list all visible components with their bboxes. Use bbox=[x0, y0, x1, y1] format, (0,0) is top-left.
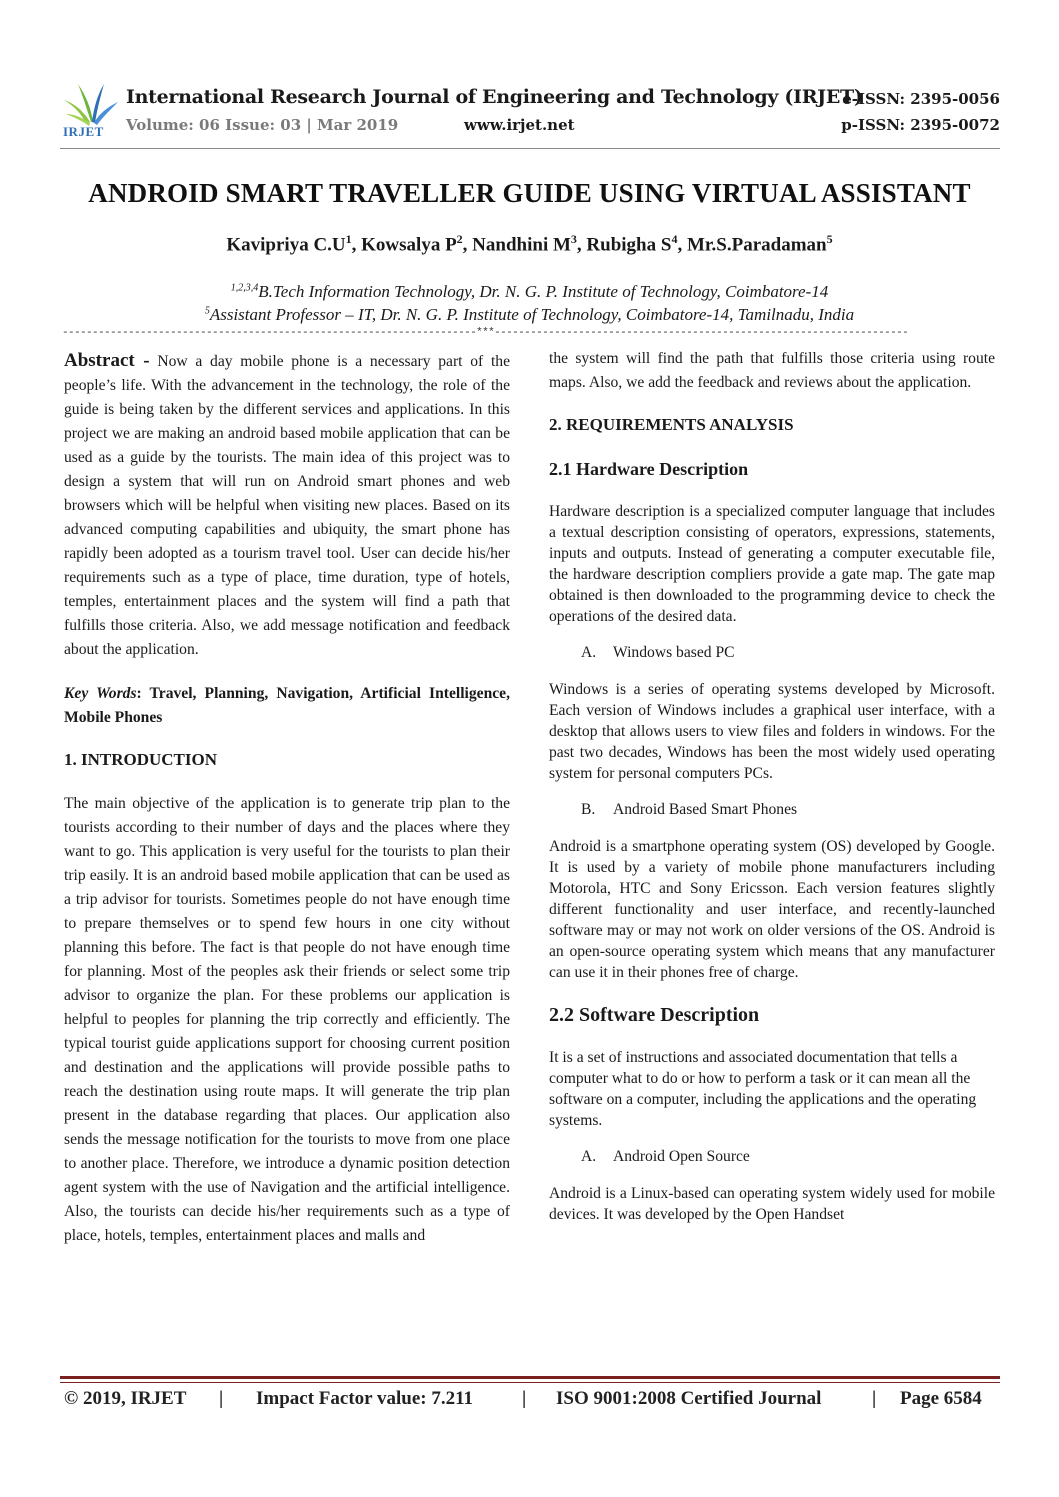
subheading-android-phones bbox=[581, 798, 995, 822]
subheading-text: Android Open Source bbox=[613, 1148, 750, 1165]
footer-rule bbox=[60, 1376, 1000, 1379]
author-name: Kavipriya C.U bbox=[226, 234, 346, 256]
author-list: Kavipriya $C.U^1$, Kowsalya $P^2$, Nandhini $M^3$, Rubigha $S^4$, Mr.S.Paradaman$^5$ bbox=[226, 232, 833, 256]
introduction-text: The main objective of the application is to generate trip plan to the tourists according to their number of days and the places where they want to go. This application is very useful for the tourists to plan their trip easily. It is an android based mobile application that can be used as a trip advisor for tourists. Sometimes people do not have enough time to prepare themselves or to spend few hours in one city without planning this before. The fact is that people do not have enough time for planning. Most of the peoples ask their friends or select some trip advisor to organize the plan. For these problems our application is helpful to peoples for planning the trip correctly and efficiently. The typical tourist guide applications support for choosing current position and destination and the applications will provide possible paths to reach the destination using route maps. It will generate the trip plan present in the database regarding that places. Our application also sends the message notification for the tourists to move from one place to another place. Therefore, we introduce a dynamic position detection agent system with the use of Navigation and the artificial intelligence. Also, the tourists can decide his/her requirements such as a type of place, hotels, temples, entertainment places and malls and bbox=[64, 795, 510, 1244]
author-name: Mr.S.Paradaman bbox=[686, 234, 827, 256]
author-sup: 3 bbox=[570, 232, 577, 246]
header-divider bbox=[60, 148, 1000, 149]
author-sup: 5 bbox=[826, 232, 833, 246]
abstract-text: Now a day mobile phone is a necessary part of the people’s life. With the advancement in the technology, the role of the guide is being taken by the different services and applications. In this project we are making an android based mobile application that can be used as a guide by the tourists. The main idea of this project was to design a system that will run on Android smart phones and web browsers which will be helpful when visiting new places. Based on its advanced computing capabilities and ubiquity, the smart phone has rapidly been adopted as a tourism travel tool. User can decide his/her requirements such as a type of place, time duration, type of hotels, temples, entertainment places and the system will find a path that fulfills those criteria. Also, we add message notification and feedback about the application. bbox=[64, 353, 510, 658]
keywords-label: Key Words bbox=[64, 685, 137, 702]
keywords-text: Travel, Planning, Navigation, Artificial Intelligence, Mobile Phones bbox=[64, 685, 510, 726]
section-separator: ---------------------------------------------------------------------***--------------------------------------------------------------------- bbox=[62, 327, 909, 339]
logo-text: IRJET bbox=[63, 124, 104, 139]
footer-page-number: Page 6584 bbox=[900, 1388, 982, 1409]
software-text: It is a set of instructions and associated documentation that tells a computer what to do or how to perform a task or it can mean all the software on a computer, including the applications and the operating systems. bbox=[549, 1049, 977, 1129]
author-sup: 2 bbox=[456, 232, 463, 246]
author-name: Rubigha S bbox=[586, 234, 672, 256]
section-heading-introduction: 1. INTRODUCTION bbox=[64, 750, 218, 769]
continued-text: the system will find the path that fulfills those criteria using route maps. Also, we add the feedback and reviews about the application. bbox=[549, 350, 995, 391]
left-column bbox=[64, 349, 510, 1248]
abstract bbox=[64, 349, 510, 662]
author-name: Kowsalya P bbox=[361, 234, 457, 256]
footer-separator: | bbox=[219, 1388, 224, 1409]
paper-title: ANDROID SMART TRAVELLER GUIDE USING VIRTUAL ASSISTANT bbox=[88, 178, 971, 208]
subheading-text: Windows based PC bbox=[613, 644, 735, 661]
right-column bbox=[549, 347, 995, 1225]
keywords bbox=[64, 682, 510, 730]
subheading-windows bbox=[581, 641, 995, 665]
volume-issue: Volume: 06 Issue: 03 | Mar 2019 bbox=[126, 116, 399, 134]
footer-separator: | bbox=[872, 1388, 877, 1409]
android-text: Android is a smartphone operating system (OS) developed by Google. It is used by a variety of mobile phone manufacturers including Motorola, HTC and Sony Ericsson. Each version features slightly different functionality and user interface, and recently-launched software may or may not work on older versions of the OS. Android is an open-source operating system which means that any manufacturer can use it in their phones free of charge. bbox=[549, 838, 995, 981]
section-heading-hardware: 2.1 Hardware Description bbox=[549, 459, 749, 479]
affiliation-sup: 1,2,3,4 bbox=[230, 282, 259, 294]
affiliation-2 bbox=[0, 305, 1059, 325]
p-issn: p-ISSN: 2395-0072 bbox=[841, 116, 1000, 134]
affiliation-1 bbox=[0, 282, 1059, 302]
footer-copyright: © 2019, IRJET bbox=[64, 1388, 187, 1409]
page-header bbox=[60, 78, 1000, 148]
list-letter: B. bbox=[581, 801, 596, 818]
subheading-android-open-source bbox=[581, 1145, 995, 1169]
list-letter: A. bbox=[581, 644, 597, 661]
affiliation-sup: 5 bbox=[204, 305, 210, 317]
author-sup: 4 bbox=[671, 232, 678, 246]
journal-website-link[interactable]: www.irjet.net bbox=[464, 116, 575, 134]
section-heading-requirements: 2. REQUIREMENTS ANALYSIS bbox=[549, 415, 794, 434]
footer-rule-thin bbox=[60, 1382, 1000, 1383]
abstract-label: Abstract - bbox=[64, 350, 150, 371]
e-issn: e-ISSN: 2395-0056 bbox=[842, 90, 1000, 108]
subheading-text: Android Based Smart Phones bbox=[613, 801, 798, 818]
section-heading-software: 2.2 Software Description bbox=[549, 1004, 760, 1026]
footer-impact-factor: Impact Factor value: 7.211 bbox=[256, 1388, 474, 1409]
footer-iso: ISO 9001:2008 Certified Journal bbox=[556, 1388, 822, 1409]
affiliation-text: Assistant Professor – IT, Dr. N. G. P. Institute of Technology, Coimbatore-14, Tamilnadu, India bbox=[209, 305, 855, 324]
author-name: Nandhini M bbox=[472, 234, 571, 256]
journal-title: International Research Journal of Engineering and Technology (IRJET) bbox=[126, 86, 863, 108]
author-sup: 1 bbox=[345, 232, 352, 246]
hardware-text: Hardware description is a specialized computer language that includes a textual description consisting of operators, expressions, statements, inputs and outputs. Instead of generating a computer executable file, the hardware description compliers provide a gate map. The gate map obtained is then downloaded to the programming device to check the operations of the desired data. bbox=[549, 503, 995, 625]
list-letter: A. bbox=[581, 1148, 597, 1165]
windows-text: Windows is a series of operating systems developed by Microsoft. Each version of Windows includes a graphical user interface, with a desktop that allows users to view files and folders in windows. For the past two decades, Windows has been the most widely used operating system for personal computers PCs. bbox=[549, 681, 995, 782]
footer-separator: | bbox=[522, 1388, 527, 1409]
keywords-colon: : bbox=[136, 685, 142, 702]
affiliation-text: B.Tech Information Technology, Dr. N. G. P. Institute of Technology, Coimbatore-14 bbox=[258, 282, 829, 301]
open-source-text: Android is a Linux-based can operating system widely used for mobile devices. It was developed by the Open Handset bbox=[549, 1185, 995, 1223]
